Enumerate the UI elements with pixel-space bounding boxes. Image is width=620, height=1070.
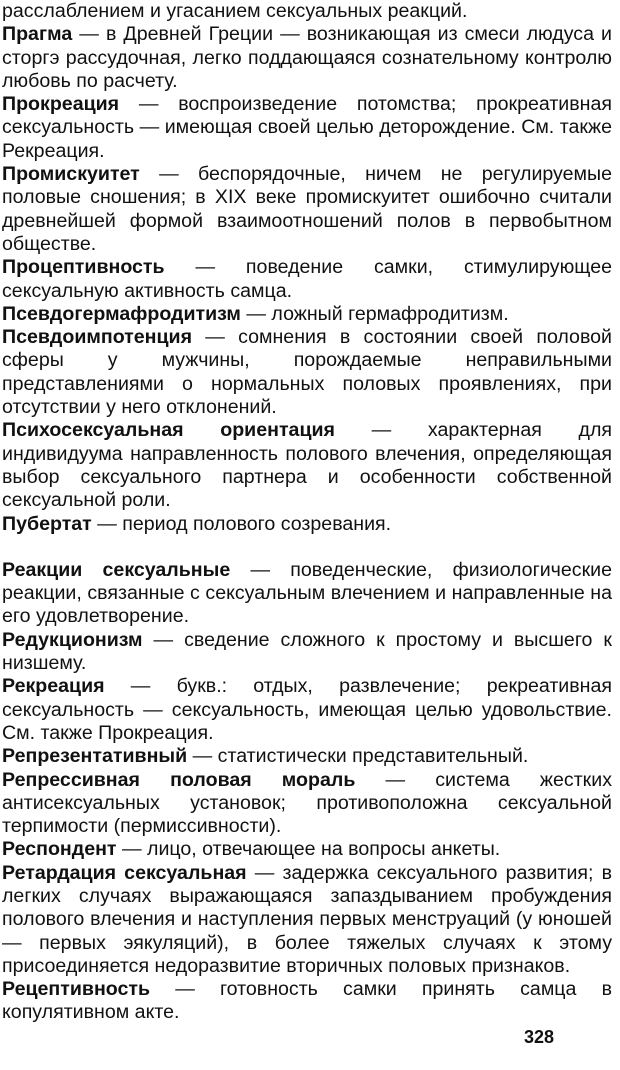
entry-term: Редукционизм [2, 628, 143, 651]
entry-definition: — поведение самки, стимулирующее сексуальную активность самца. [2, 256, 612, 302]
entry-term: Репрезентативный [2, 745, 188, 768]
entry-definition: — система жестких антисексуальных установок; противоположна сексуальной терпимости (пермиссивности). [2, 768, 612, 838]
entry-reaktsii-seksualnye [2, 559, 612, 629]
entry-reprezentativnyy [2, 745, 612, 768]
entry-term: Рекреация [2, 675, 105, 698]
entry-term: Респондент [2, 838, 117, 861]
entry-term: Репрессивная половая мораль [2, 768, 356, 791]
entry-definition: — лицо, отвечающее на вопросы анкеты. [116, 838, 501, 861]
entry-psevdogermafroditizm [2, 303, 612, 326]
entries-r-section [2, 559, 612, 1025]
entry-definition: — характерная для индивидуума направленность полового влечения, определяющая выбор сексуального партнера и особенности собственной сексуальной роли. [2, 419, 612, 512]
entry-retseptivnost [2, 978, 612, 1025]
section-gap [2, 536, 612, 559]
entry-repressivnaya-moral [2, 769, 612, 839]
entry-reduktsionizm [2, 629, 612, 676]
entry-definition: — период полового созревания. [91, 512, 392, 535]
entry-respondent [2, 838, 612, 861]
entry-term: Псевдоимпотенция [2, 326, 193, 349]
entry-term: Ретардация сексуальная [2, 861, 247, 884]
entry-definition: — в Древней Греции — возникающая из смеси людуса и сторгэ рассудочная, легко поддающаяся сознательному контролю любовь по расчету. [2, 23, 612, 92]
entry-prokreatsiya [2, 93, 612, 163]
entry-protseptivnost [2, 256, 612, 303]
entry-term: Прагма [2, 23, 73, 46]
entry-definition: — сведение сложного к простому и высшего к низшему. [2, 628, 612, 675]
page-number: 328 [523, 1027, 554, 1047]
entry-definition: — ложный гермафродитизм. [240, 302, 509, 325]
entry-term: Промискуитет [2, 163, 140, 186]
entry-definition: — поведенческие, физиологические реакции, связанные с сексуальным влечением и направленные на его удовлетворение. [2, 558, 612, 628]
entry-term: Пубертат [2, 512, 92, 535]
entry-term: Процептивность [2, 256, 165, 279]
continuation-text: расслаблением и угасанием сексуальных реакций. [2, 0, 468, 22]
entry-term: Реакции сексуальные [2, 558, 231, 581]
entry-definition: — сомнения в состоянии своей половой сферы у мужчины, порождаемые неправильными представлениями о нормальных половых проявлениях, при отсутствии у него отклонений. [2, 326, 612, 419]
entry-pragma [2, 23, 612, 93]
entry-term: Психосексуальная ориентация [2, 419, 335, 442]
entry-definition: — воспроизведение потомства; прокреативная сексуальность — имеющая своей целью деторождение. См. также Рекреация. [2, 93, 612, 162]
entry-term: Рецептивность [2, 978, 151, 1001]
entry-psevdoimpotentsiya [2, 326, 612, 419]
entry-term: Прокреация [2, 93, 120, 116]
entry-psikhoseksualnaya-orientatsiya [2, 419, 612, 512]
entry-definition: — букв.: отдых, развлечение; рекреативная сексуальность — сексуальность, имеющая целью удовольствие. См. также Прокреация. [2, 675, 612, 744]
entry-definition: — статистически представительный. [187, 745, 529, 768]
entries-p-section [2, 23, 612, 536]
entry-definition: — беспорядочные, ничем не регулируемые половые сношения; в XIX веке промискуитет ошибочно считали древнейшей формой взаимоотношений полов в первобытном обществе. [2, 163, 612, 255]
entry-definition: — задержка сексуального развития; в легких случаях выражающаяся запаздыванием пробуждения полового влечения и наступления первых менструаций (у юношей — первых эякуляций), в более тяжелых случаях к этому присоединяется недоразвитие вторичных половых признаков. [2, 861, 613, 977]
entry-term: Псевдогермафродитизм [2, 302, 241, 325]
entry-pubertat [2, 513, 612, 536]
entry-definition: — готовность самки принять самца в копулятивном акте. [2, 978, 612, 1024]
entry-retardatsiya-seksualnaya [2, 862, 612, 978]
entry-promiskuitet [2, 163, 612, 256]
entry-rekreatsiya [2, 675, 612, 745]
